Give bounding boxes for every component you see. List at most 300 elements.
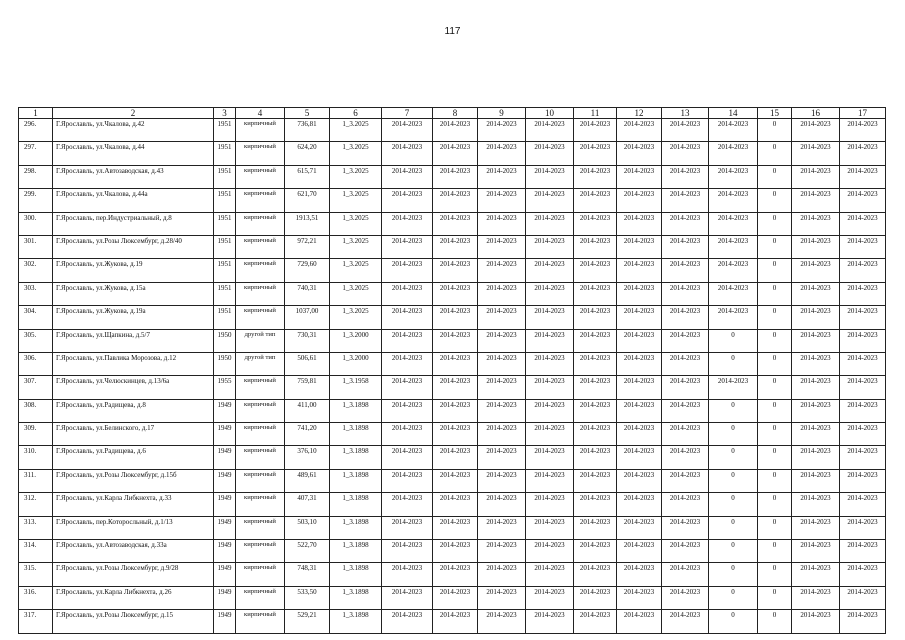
column-header: 4: [236, 108, 285, 119]
cell-value-15: 0: [758, 306, 792, 329]
cell-period-9: 2014-2023: [478, 493, 526, 516]
cell-area: 533,50: [285, 586, 330, 609]
cell-period-9: 2014-2023: [478, 142, 526, 165]
cell-period-10: 2014-2023: [526, 540, 574, 563]
cell-period-9: 2014-2023: [478, 399, 526, 422]
cell-period-17: 2014-2023: [840, 165, 886, 188]
cell-area: 740,31: [285, 282, 330, 305]
cell-period-17: 2014-2023: [840, 610, 886, 633]
cell-period-7: 2014-2023: [382, 610, 433, 633]
cell-period-8: 2014-2023: [433, 142, 478, 165]
cell-period-13: 2014-2023: [662, 563, 709, 586]
cell-period-17: 2014-2023: [840, 586, 886, 609]
cell-period-10: 2014-2023: [526, 352, 574, 375]
cell-wall-material: кирпичный: [236, 212, 285, 235]
cell-wall-material: кирпичный: [236, 540, 285, 563]
cell-period-16: 2014-2023: [792, 516, 840, 539]
cell-row-number: 313.: [19, 516, 53, 539]
cell-period-17: 2014-2023: [840, 423, 886, 446]
cell-address: Г.Ярославль, ул.Челюскинцев, д.13/6а: [53, 376, 214, 399]
cell-period-14: 0: [709, 352, 758, 375]
cell-wall-material: кирпичный: [236, 586, 285, 609]
cell-address: Г.Ярославль, ул.Чкалова, д.44а: [53, 189, 214, 212]
cell-period-10: 2014-2023: [526, 399, 574, 422]
cell-code: 1_3.2025: [330, 165, 382, 188]
cell-period-8: 2014-2023: [433, 446, 478, 469]
cell-period-16: 2014-2023: [792, 399, 840, 422]
table-row: [19, 586, 886, 609]
cell-period-14: 2014-2023: [709, 259, 758, 282]
cell-value-15: 0: [758, 446, 792, 469]
cell-year-built: 1951: [214, 259, 236, 282]
cell-year-built: 1951: [214, 306, 236, 329]
cell-period-16: 2014-2023: [792, 423, 840, 446]
cell-area: 624,20: [285, 142, 330, 165]
cell-row-number: 314.: [19, 540, 53, 563]
cell-code: 1_3.1898: [330, 469, 382, 492]
table-row: [19, 306, 886, 329]
cell-period-12: 2014-2023: [617, 516, 662, 539]
cell-period-8: 2014-2023: [433, 235, 478, 258]
cell-period-14: 2014-2023: [709, 119, 758, 142]
cell-period-11: 2014-2023: [574, 142, 617, 165]
cell-period-17: 2014-2023: [840, 235, 886, 258]
cell-period-14: 0: [709, 493, 758, 516]
cell-code: 1_3.1898: [330, 446, 382, 469]
cell-period-7: 2014-2023: [382, 189, 433, 212]
cell-period-14: 2014-2023: [709, 376, 758, 399]
cell-period-8: 2014-2023: [433, 610, 478, 633]
cell-wall-material: кирпичный: [236, 469, 285, 492]
cell-wall-material: кирпичный: [236, 259, 285, 282]
cell-period-7: 2014-2023: [382, 165, 433, 188]
column-header: 12: [617, 108, 662, 119]
cell-code: 1_3.1898: [330, 399, 382, 422]
cell-code: 1_3.2025: [330, 189, 382, 212]
table-row: [19, 469, 886, 492]
cell-period-14: 2014-2023: [709, 282, 758, 305]
table-row: [19, 399, 886, 422]
cell-period-16: 2014-2023: [792, 563, 840, 586]
cell-period-17: 2014-2023: [840, 493, 886, 516]
cell-period-16: 2014-2023: [792, 212, 840, 235]
cell-value-15: 0: [758, 282, 792, 305]
header-row: [19, 108, 886, 119]
table-row: [19, 352, 886, 375]
cell-period-12: 2014-2023: [617, 306, 662, 329]
cell-period-11: 2014-2023: [574, 306, 617, 329]
cell-period-8: 2014-2023: [433, 189, 478, 212]
cell-period-12: 2014-2023: [617, 329, 662, 352]
cell-period-17: 2014-2023: [840, 469, 886, 492]
cell-value-15: 0: [758, 165, 792, 188]
table-row: [19, 119, 886, 142]
cell-period-10: 2014-2023: [526, 235, 574, 258]
cell-period-7: 2014-2023: [382, 306, 433, 329]
cell-period-11: 2014-2023: [574, 469, 617, 492]
column-header: 1: [19, 108, 53, 119]
cell-period-13: 2014-2023: [662, 282, 709, 305]
cell-wall-material: кирпичный: [236, 306, 285, 329]
column-header: 17: [840, 108, 886, 119]
cell-wall-material: кирпичный: [236, 282, 285, 305]
cell-period-12: 2014-2023: [617, 142, 662, 165]
cell-period-11: 2014-2023: [574, 516, 617, 539]
cell-area: 411,00: [285, 399, 330, 422]
cell-year-built: 1949: [214, 516, 236, 539]
cell-period-11: 2014-2023: [574, 189, 617, 212]
cell-wall-material: кирпичный: [236, 119, 285, 142]
cell-wall-material: другой тип: [236, 329, 285, 352]
column-header: 8: [433, 108, 478, 119]
cell-area: 615,71: [285, 165, 330, 188]
table-row: [19, 142, 886, 165]
cell-area: 489,61: [285, 469, 330, 492]
cell-value-15: 0: [758, 352, 792, 375]
cell-period-16: 2014-2023: [792, 329, 840, 352]
cell-year-built: 1950: [214, 329, 236, 352]
cell-code: 1_3.1898: [330, 540, 382, 563]
cell-period-7: 2014-2023: [382, 329, 433, 352]
cell-wall-material: кирпичный: [236, 399, 285, 422]
cell-wall-material: кирпичный: [236, 165, 285, 188]
cell-period-11: 2014-2023: [574, 119, 617, 142]
cell-period-13: 2014-2023: [662, 540, 709, 563]
cell-wall-material: кирпичный: [236, 376, 285, 399]
cell-row-number: 305.: [19, 329, 53, 352]
cell-period-10: 2014-2023: [526, 446, 574, 469]
table-row: [19, 446, 886, 469]
column-header: 14: [709, 108, 758, 119]
cell-period-13: 2014-2023: [662, 119, 709, 142]
page-number: 117: [444, 26, 461, 37]
cell-value-15: 0: [758, 376, 792, 399]
cell-value-15: 0: [758, 119, 792, 142]
cell-year-built: 1951: [214, 235, 236, 258]
cell-period-8: 2014-2023: [433, 540, 478, 563]
cell-period-17: 2014-2023: [840, 446, 886, 469]
cell-period-10: 2014-2023: [526, 142, 574, 165]
cell-row-number: 297.: [19, 142, 53, 165]
cell-period-8: 2014-2023: [433, 282, 478, 305]
cell-value-15: 0: [758, 563, 792, 586]
cell-period-16: 2014-2023: [792, 282, 840, 305]
cell-row-number: 317.: [19, 610, 53, 633]
cell-period-13: 2014-2023: [662, 446, 709, 469]
cell-period-10: 2014-2023: [526, 563, 574, 586]
cell-address: Г.Ярославль, ул.Радищева, д.6: [53, 446, 214, 469]
cell-period-10: 2014-2023: [526, 493, 574, 516]
column-header: 6: [330, 108, 382, 119]
cell-period-14: 2014-2023: [709, 306, 758, 329]
cell-wall-material: кирпичный: [236, 516, 285, 539]
cell-period-13: 2014-2023: [662, 516, 709, 539]
cell-period-7: 2014-2023: [382, 376, 433, 399]
cell-period-13: 2014-2023: [662, 212, 709, 235]
cell-code: 1_3.2025: [330, 212, 382, 235]
cell-period-13: 2014-2023: [662, 610, 709, 633]
cell-period-9: 2014-2023: [478, 540, 526, 563]
cell-period-16: 2014-2023: [792, 306, 840, 329]
cell-period-9: 2014-2023: [478, 235, 526, 258]
cell-period-17: 2014-2023: [840, 259, 886, 282]
cell-address: Г.Ярославль, ул.Автозаводская, д.33а: [53, 540, 214, 563]
cell-code: 1_3.1898: [330, 586, 382, 609]
cell-year-built: 1951: [214, 142, 236, 165]
table-row: [19, 423, 886, 446]
cell-period-12: 2014-2023: [617, 446, 662, 469]
cell-period-13: 2014-2023: [662, 306, 709, 329]
column-header: 15: [758, 108, 792, 119]
cell-period-8: 2014-2023: [433, 165, 478, 188]
cell-period-9: 2014-2023: [478, 376, 526, 399]
column-header: 3: [214, 108, 236, 119]
cell-address: Г.Ярославль, ул.Розы Люксембург, д.15: [53, 610, 214, 633]
cell-year-built: 1951: [214, 212, 236, 235]
cell-code: 1_3.2000: [330, 329, 382, 352]
cell-address: Г.Ярославль, ул.Павлика Морозова, д.12: [53, 352, 214, 375]
cell-period-13: 2014-2023: [662, 165, 709, 188]
cell-wall-material: кирпичный: [236, 423, 285, 446]
cell-address: Г.Ярославль, ул.Карла Либкнехта, д.26: [53, 586, 214, 609]
cell-address: Г.Ярославль, пер.Которосльный, д.1/13: [53, 516, 214, 539]
cell-code: 1_3.1958: [330, 376, 382, 399]
cell-period-13: 2014-2023: [662, 423, 709, 446]
column-header: 9: [478, 108, 526, 119]
cell-period-7: 2014-2023: [382, 493, 433, 516]
cell-period-7: 2014-2023: [382, 446, 433, 469]
cell-address: Г.Ярославль, ул.Чкалова, д.42: [53, 119, 214, 142]
cell-period-11: 2014-2023: [574, 563, 617, 586]
cell-row-number: 296.: [19, 119, 53, 142]
cell-period-12: 2014-2023: [617, 610, 662, 633]
cell-period-14: 2014-2023: [709, 212, 758, 235]
cell-address: Г.Ярославль, ул.Карла Либкнехта, д.33: [53, 493, 214, 516]
cell-period-9: 2014-2023: [478, 446, 526, 469]
cell-period-10: 2014-2023: [526, 586, 574, 609]
cell-period-10: 2014-2023: [526, 259, 574, 282]
cell-period-10: 2014-2023: [526, 469, 574, 492]
cell-period-9: 2014-2023: [478, 610, 526, 633]
cell-row-number: 300.: [19, 212, 53, 235]
cell-period-11: 2014-2023: [574, 165, 617, 188]
cell-code: 1_3.2025: [330, 142, 382, 165]
cell-period-11: 2014-2023: [574, 212, 617, 235]
table-row: [19, 329, 886, 352]
cell-period-12: 2014-2023: [617, 235, 662, 258]
cell-period-17: 2014-2023: [840, 119, 886, 142]
cell-area: 972,21: [285, 235, 330, 258]
cell-period-14: 0: [709, 610, 758, 633]
cell-period-16: 2014-2023: [792, 469, 840, 492]
cell-period-12: 2014-2023: [617, 469, 662, 492]
cell-period-12: 2014-2023: [617, 540, 662, 563]
cell-period-9: 2014-2023: [478, 563, 526, 586]
cell-period-7: 2014-2023: [382, 516, 433, 539]
cell-period-9: 2014-2023: [478, 259, 526, 282]
column-header: 2: [53, 108, 214, 119]
table-row: [19, 259, 886, 282]
table-row: [19, 189, 886, 212]
cell-period-11: 2014-2023: [574, 376, 617, 399]
housing-table: [18, 107, 886, 634]
table-body: [19, 108, 886, 634]
cell-period-9: 2014-2023: [478, 352, 526, 375]
column-header: 7: [382, 108, 433, 119]
cell-period-10: 2014-2023: [526, 329, 574, 352]
cell-period-10: 2014-2023: [526, 516, 574, 539]
cell-area: 376,10: [285, 446, 330, 469]
cell-address: Г.Ярославль, ул.Щапкина, д.5/7: [53, 329, 214, 352]
cell-period-9: 2014-2023: [478, 282, 526, 305]
cell-period-17: 2014-2023: [840, 282, 886, 305]
cell-period-12: 2014-2023: [617, 259, 662, 282]
cell-area: 759,81: [285, 376, 330, 399]
cell-value-15: 0: [758, 516, 792, 539]
cell-period-16: 2014-2023: [792, 493, 840, 516]
cell-period-11: 2014-2023: [574, 259, 617, 282]
cell-wall-material: другой тип: [236, 352, 285, 375]
cell-period-13: 2014-2023: [662, 329, 709, 352]
cell-value-15: 0: [758, 586, 792, 609]
cell-period-16: 2014-2023: [792, 142, 840, 165]
cell-year-built: 1951: [214, 189, 236, 212]
cell-code: 1_3.1898: [330, 563, 382, 586]
table-row: [19, 165, 886, 188]
cell-period-14: 0: [709, 563, 758, 586]
cell-period-12: 2014-2023: [617, 189, 662, 212]
cell-period-13: 2014-2023: [662, 259, 709, 282]
cell-period-12: 2014-2023: [617, 586, 662, 609]
cell-period-17: 2014-2023: [840, 563, 886, 586]
cell-period-14: 0: [709, 329, 758, 352]
cell-year-built: 1951: [214, 165, 236, 188]
cell-period-17: 2014-2023: [840, 306, 886, 329]
cell-address: Г.Ярославль, ул.Жукова, д.19: [53, 259, 214, 282]
column-header: 13: [662, 108, 709, 119]
cell-period-7: 2014-2023: [382, 563, 433, 586]
cell-period-8: 2014-2023: [433, 469, 478, 492]
cell-period-8: 2014-2023: [433, 423, 478, 446]
cell-value-15: 0: [758, 329, 792, 352]
cell-year-built: 1949: [214, 399, 236, 422]
cell-period-12: 2014-2023: [617, 119, 662, 142]
cell-value-15: 0: [758, 540, 792, 563]
cell-row-number: 303.: [19, 282, 53, 305]
cell-period-8: 2014-2023: [433, 399, 478, 422]
table-row: [19, 540, 886, 563]
cell-row-number: 308.: [19, 399, 53, 422]
cell-period-13: 2014-2023: [662, 469, 709, 492]
cell-row-number: 316.: [19, 586, 53, 609]
cell-period-12: 2014-2023: [617, 282, 662, 305]
cell-period-8: 2014-2023: [433, 586, 478, 609]
cell-period-9: 2014-2023: [478, 212, 526, 235]
cell-period-16: 2014-2023: [792, 610, 840, 633]
cell-period-13: 2014-2023: [662, 493, 709, 516]
cell-period-14: 0: [709, 540, 758, 563]
column-header: 5: [285, 108, 330, 119]
cell-address: Г.Ярославль, ул.Белинского, д.17: [53, 423, 214, 446]
cell-area: 503,10: [285, 516, 330, 539]
cell-period-9: 2014-2023: [478, 423, 526, 446]
cell-period-13: 2014-2023: [662, 189, 709, 212]
cell-period-14: 0: [709, 516, 758, 539]
column-header: 10: [526, 108, 574, 119]
cell-period-14: 0: [709, 399, 758, 422]
cell-period-8: 2014-2023: [433, 376, 478, 399]
cell-period-17: 2014-2023: [840, 540, 886, 563]
cell-row-number: 299.: [19, 189, 53, 212]
cell-row-number: 311.: [19, 469, 53, 492]
cell-period-7: 2014-2023: [382, 259, 433, 282]
table-row: [19, 563, 886, 586]
cell-area: 522,70: [285, 540, 330, 563]
cell-period-9: 2014-2023: [478, 189, 526, 212]
cell-period-16: 2014-2023: [792, 119, 840, 142]
cell-area: 741,20: [285, 423, 330, 446]
cell-period-11: 2014-2023: [574, 423, 617, 446]
cell-address: Г.Ярославль, ул.Радищева, д.8: [53, 399, 214, 422]
cell-period-10: 2014-2023: [526, 119, 574, 142]
cell-area: 506,61: [285, 352, 330, 375]
cell-code: 1_3.1898: [330, 516, 382, 539]
cell-period-7: 2014-2023: [382, 423, 433, 446]
cell-period-10: 2014-2023: [526, 423, 574, 446]
cell-period-14: 2014-2023: [709, 142, 758, 165]
cell-period-12: 2014-2023: [617, 376, 662, 399]
cell-period-13: 2014-2023: [662, 352, 709, 375]
cell-period-11: 2014-2023: [574, 399, 617, 422]
cell-period-7: 2014-2023: [382, 469, 433, 492]
cell-address: Г.Ярославль, пер.Индустриальный, д.8: [53, 212, 214, 235]
cell-period-11: 2014-2023: [574, 586, 617, 609]
cell-period-9: 2014-2023: [478, 586, 526, 609]
cell-period-8: 2014-2023: [433, 493, 478, 516]
cell-wall-material: кирпичный: [236, 493, 285, 516]
cell-period-10: 2014-2023: [526, 306, 574, 329]
cell-code: 1_3.2025: [330, 282, 382, 305]
cell-period-10: 2014-2023: [526, 376, 574, 399]
cell-period-14: 0: [709, 446, 758, 469]
cell-period-9: 2014-2023: [478, 306, 526, 329]
cell-code: 1_3.1898: [330, 493, 382, 516]
cell-period-12: 2014-2023: [617, 399, 662, 422]
cell-row-number: 306.: [19, 352, 53, 375]
cell-area: 736,81: [285, 119, 330, 142]
cell-wall-material: кирпичный: [236, 610, 285, 633]
cell-period-11: 2014-2023: [574, 493, 617, 516]
cell-period-14: 0: [709, 423, 758, 446]
table-row: [19, 212, 886, 235]
cell-period-8: 2014-2023: [433, 259, 478, 282]
cell-row-number: 304.: [19, 306, 53, 329]
cell-value-15: 0: [758, 142, 792, 165]
cell-value-15: 0: [758, 423, 792, 446]
cell-year-built: 1949: [214, 469, 236, 492]
cell-period-10: 2014-2023: [526, 212, 574, 235]
cell-period-14: 2014-2023: [709, 189, 758, 212]
cell-period-7: 2014-2023: [382, 212, 433, 235]
cell-period-11: 2014-2023: [574, 540, 617, 563]
cell-period-9: 2014-2023: [478, 165, 526, 188]
cell-wall-material: кирпичный: [236, 563, 285, 586]
cell-period-9: 2014-2023: [478, 329, 526, 352]
cell-address: Г.Ярославль, ул.Розы Люксембург, д.28/40: [53, 235, 214, 258]
cell-period-16: 2014-2023: [792, 165, 840, 188]
cell-row-number: 298.: [19, 165, 53, 188]
table-row: [19, 282, 886, 305]
